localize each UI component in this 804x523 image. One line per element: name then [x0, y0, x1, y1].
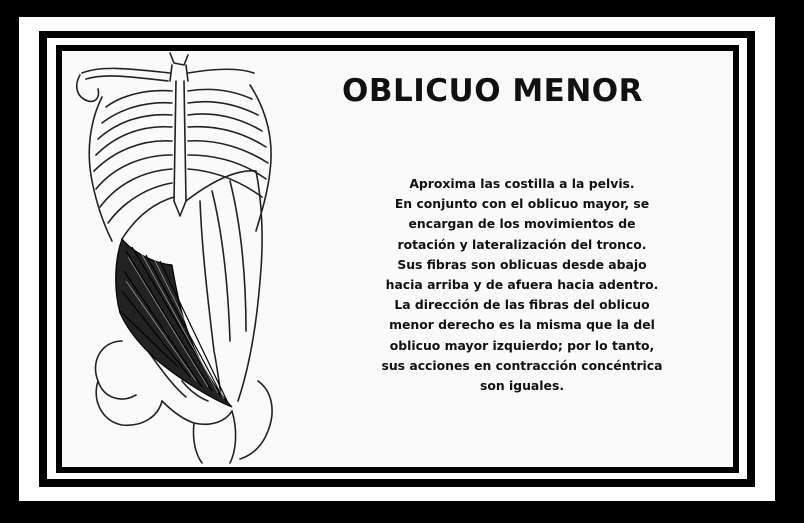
description-text: Aproxima las costilla a la pelvis. En conjunto con el oblicuo mayor, se encargan de los movimientos de rotación y lateralización del tronco. Sus fibras son oblicuas desde abajo hacia arriba y de afuera hacia adentro. La dirección de las fibras del oblicuo menor derecho es la misma que la del oblicuo mayor izquierdo; por lo tanto, sus acciones en contracción concéntrica son iguales. — [381, 176, 663, 394]
torso-muscle-illustration — [62, 51, 322, 467]
page-title: OBLICUO MENOR — [342, 73, 644, 109]
slide-content — [62, 51, 733, 467]
